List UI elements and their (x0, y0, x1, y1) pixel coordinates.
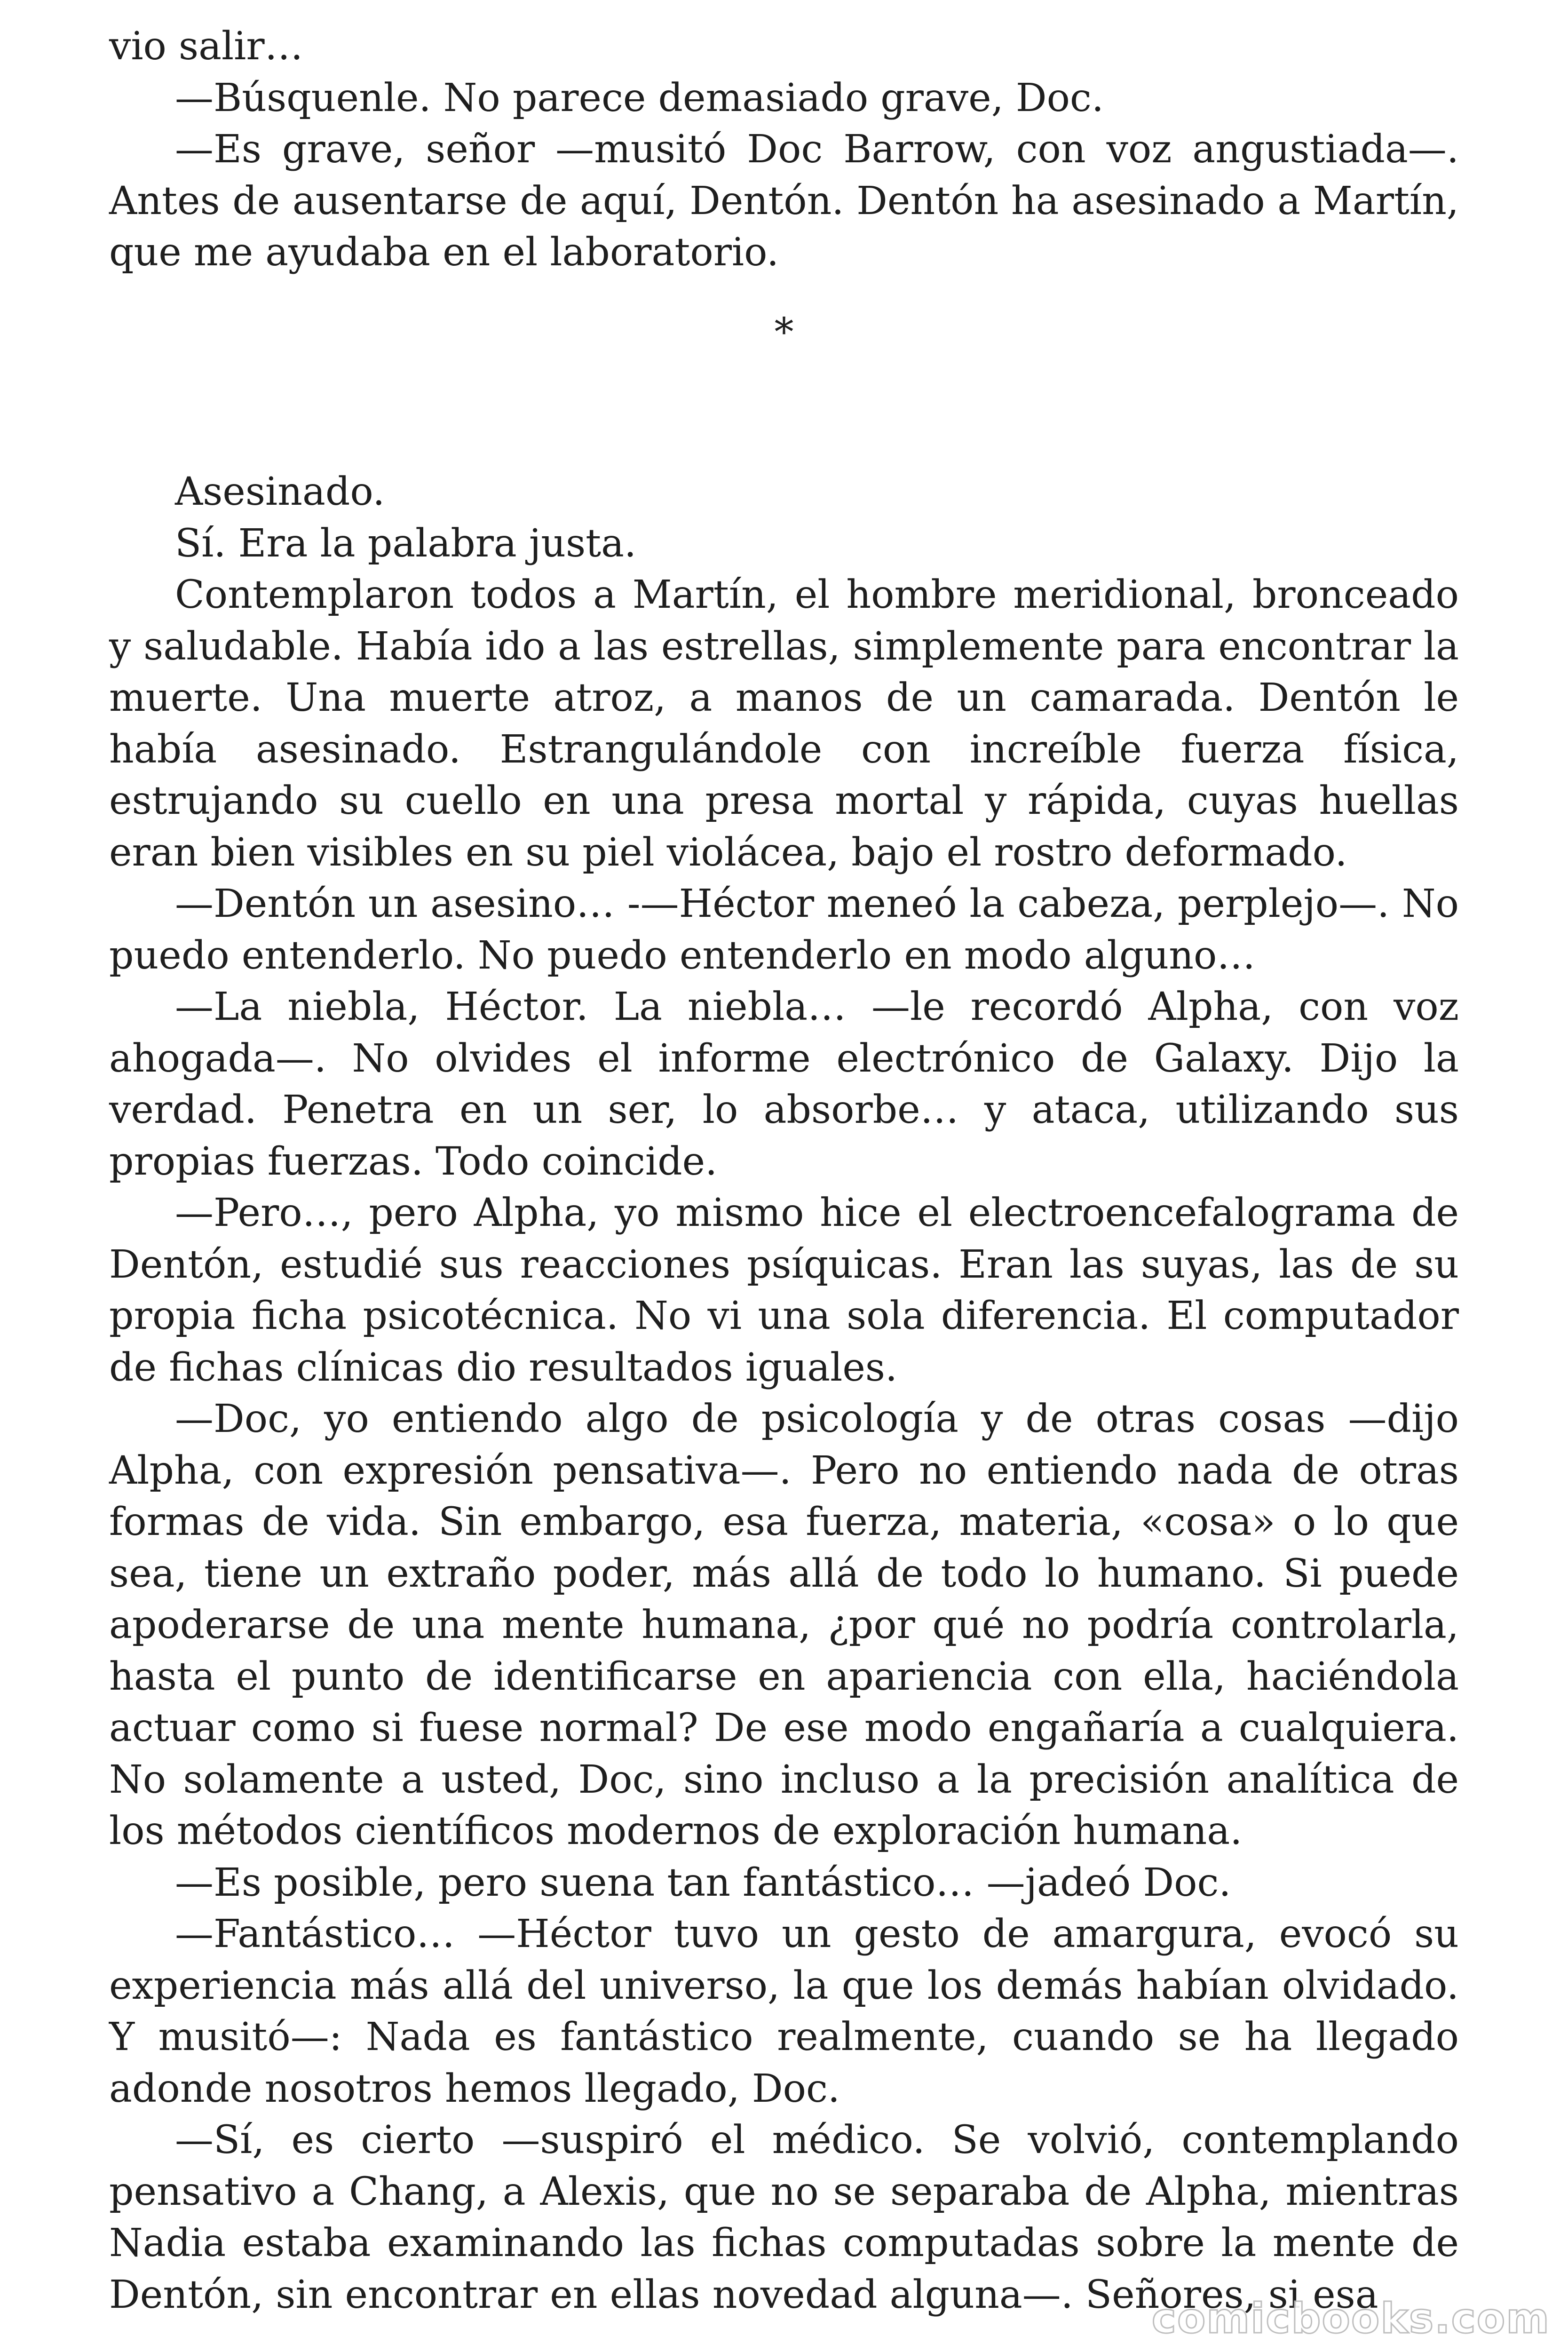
watermark-logo: comicbooks.com (1151, 2294, 1550, 2343)
paragraphs-after-break (109, 466, 1459, 2320)
scene-break-separator: * (774, 310, 794, 355)
paragraph: —La niebla, Héctor. La niebla… —le recordó Alpha, con voz ahogada—. No olvides el informe electrónico de Galaxy. Dijo la verdad. Penetra en un ser, lo absorbe… y ataca, utilizando sus propias fuerzas. Todo coincide. (109, 985, 1459, 1184)
paragraph: Sí. Era la palabra justa. (175, 521, 637, 566)
paragraph: Asesinado. (175, 469, 385, 514)
body-text (109, 21, 1459, 2320)
paragraph: —Fantástico… —Héctor tuvo un gesto de amargura, evocó su experiencia más allá del universo, la que los demás habían olvidado. Y musitó—: Nada es fantástico realmente, cuando se ha llegado adonde nosotros hemos llegado, Doc. (109, 1912, 1459, 2111)
paragraph: vio salir… (109, 24, 303, 69)
paragraph: —Pero…, pero Alpha, yo mismo hice el electroencefalograma de Dentón, estudié sus reacciones psíquicas. Eran las suyas, las de su propia ficha psicotécnica. No vi una sola diferencia. El computador de fichas clínicas dio resultados iguales. (109, 1191, 1459, 1390)
paragraph: —Es posible, pero suena tan fantástico… —jadeó Doc. (175, 1860, 1231, 1905)
paragraph: —Dentón un asesino… -—Héctor meneó la cabeza, perplejo—. No puedo entenderlo. No puedo entenderlo en modo alguno… (109, 882, 1459, 978)
paragraph: Contemplaron todos a Martín, el hombre meridional, bronceado y saludable. Había ido a las estrellas, simplemente para encontrar la muerte. Una muerte atroz, a manos de un camarada. Dentón le había asesinado. Estrangulándole con increíble fuerza física, estrujando su cuello en una presa mortal y rápida, cuyas huellas eran bien visibles en su piel violácea, bajo el rostro deformado. (109, 572, 1459, 875)
paragraph: —Búsquenle. No parece demasiado grave, Doc. (175, 75, 1104, 120)
paragraph: —Sí, es cierto —suspiró el médico. Se volvió, contemplando pensativo a Chang, a Alexis, que no se separaba de Alpha, mientras Nadia estaba examinando las fichas computadas sobre la mente de Dentón, sin encontrar en ellas novedad alguna—. Señores, si esa (109, 2118, 1459, 2317)
paragraph: —Es grave, señor —musitó Doc Barrow, con voz angustiada—. Antes de ausentarse de aquí, Dentón. Dentón ha asesinado a Martín, que me ayudaba en el laboratorio. (109, 127, 1459, 275)
paragraphs-before-break (109, 21, 1459, 278)
paragraph: —Doc, yo entiendo algo de psicología y de otras cosas —dijo Alpha, con expresión pensativa—. Pero no entiendo nada de otras formas de vida. Sin embargo, esa fuerza, materia, «cosa» o lo que sea, tiene un extraño poder, más allá de todo lo humano. Si puede apoderarse de una mente humana, ¿por qué no podría controlarla, hasta el punto de identificarse en apariencia con ella, haciéndola actuar como si fuese normal? De ese modo engañaría a cualquiera. No solamente a usted, Doc, sino incluso a la precisión analítica de los métodos científicos modernos de exploración humana. (109, 1397, 1459, 1853)
